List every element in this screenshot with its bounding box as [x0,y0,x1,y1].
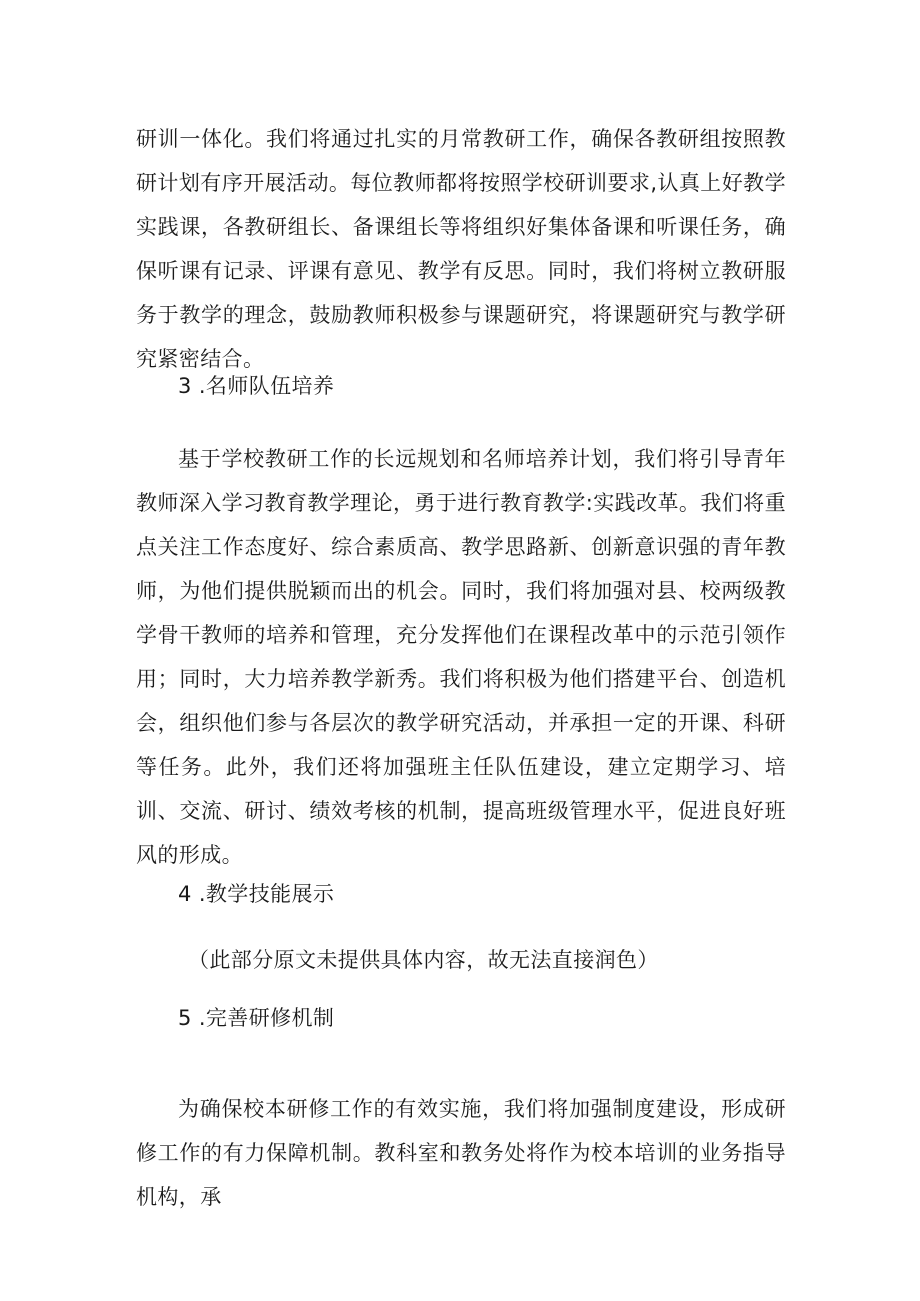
section-heading-4: 4 .教学技能展示 [178,882,335,906]
section-note-4: （此部分原文未提供具体内容，故无法直接润色） [188,948,659,972]
paragraph-research-training: 研训一体化。我们将通过扎实的月常教研工作，确保各教研组按照教研计划有序开展活动。每位教师都将按照学校研训要求,认真上好教学实践课，各教研组长、备课组长等将组织好集体备课和听课任务，确保听课有记录、评课有意见、教学有反思。同时，我们将树立教研服务于教学的理念，鼓励教师积极参与课题研究，将课题研究与教学研究紧密结合。 [136,127,786,371]
section-heading-5: 5 .完善研修机制 [178,1006,335,1030]
paragraph-mechanism: 为确保校本研修工作的有效实施，我们将加强制度建设，形成研修工作的有力保障机制。教科室和教务处将作为校本培训的业务指导机构，承 [136,1097,786,1209]
paragraph-teacher-cultivation: 基于学校教研工作的长远规划和名师培养计划，我们将引导青年教师深入学习教育教学理论，勇于进行教育教学:实践改革。我们将重点关注工作态度好、综合素质高、教学思路新、创新意识强的青年教师，为他们提供脱颖而出的机会。同时，我们将加强对县、校两级教学骨干教师的培养和管理，充分发挥他们在课程改革中的示范引领作用；同时，大力培养教学新秀。我们将积极为他们搭建平台、创造机会，组织他们参与各层次的教学研究活动，并承担一定的开课、科研等任务。此外，我们还将加强班主任队伍建设，建立定期学习、培训、交流、研讨、绩效考核的机制，提高班级管理水平，促进良好班风的形成。 [136,447,786,867]
section-heading-3: 3 .名师队伍培养 [178,374,335,398]
